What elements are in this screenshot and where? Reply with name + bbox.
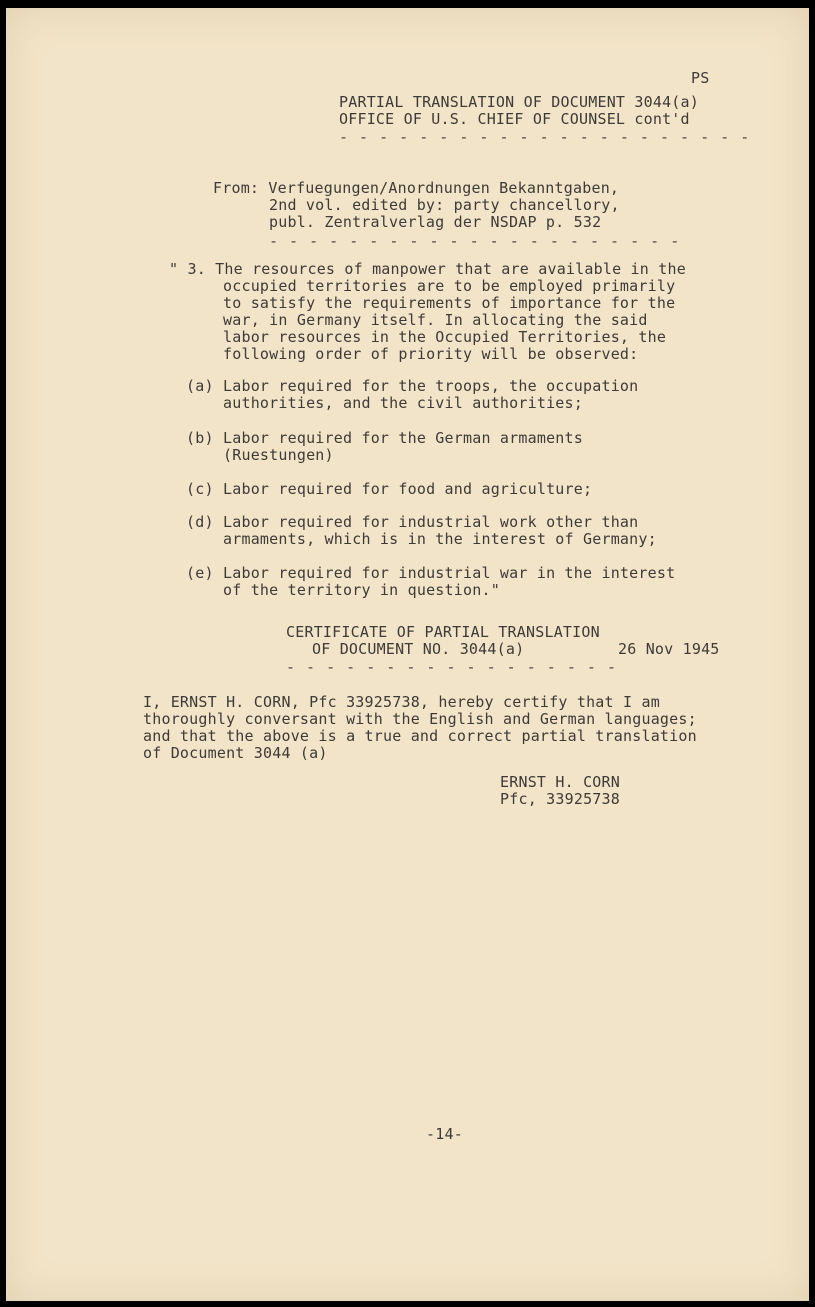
paragraph-line: occupied territories are to be employed primarily: [223, 277, 676, 295]
paragraph-line: following order of priority will be observed:: [223, 345, 639, 363]
certificate-text-line: I, ERNST H. CORN, Pfc 33925738, hereby certify that I am: [143, 693, 660, 711]
paragraph-line: labor resources in the Occupied Territories, the: [223, 328, 667, 346]
item-text: Labor required for the troops, the occupation: [223, 377, 639, 395]
item-label: (e): [186, 564, 214, 582]
header-rule: - - - - - - - - - - - - - - - - - - - - -: [339, 128, 751, 146]
item-text: Labor required for industrial war in the interest: [223, 564, 676, 582]
item-label: (b): [186, 429, 214, 447]
item-text: armaments, which is in the interest of Germany;: [223, 530, 657, 548]
source-rule: - - - - - - - - - - - - - - - - - - - - -: [269, 232, 681, 250]
item-label: (c): [186, 480, 214, 498]
paragraph-line: to satisfy the requirements of importance for the: [223, 294, 676, 312]
signature-rank: Pfc, 33925738: [500, 790, 620, 808]
item-text: (Ruestungen): [223, 446, 334, 464]
item-text: of the territory in question.": [223, 581, 500, 599]
header-title-line2: OFFICE OF U.S. CHIEF OF COUNSEL cont'd: [339, 110, 690, 128]
source-line2: 2nd vol. edited by: party chancellory,: [269, 196, 620, 214]
certificate-title-line2: OF DOCUMENT NO. 3044(a): [312, 640, 525, 658]
certificate-text-line: of Document 3044 (a): [143, 744, 328, 762]
header-title-line1: PARTIAL TRANSLATION OF DOCUMENT 3044(a): [339, 93, 699, 111]
certificate-text-line: thoroughly conversant with the English and German languages;: [143, 710, 697, 728]
source-line1: From: Verfuegungen/Anordnungen Bekanntgaben,: [213, 179, 620, 197]
source-line3: publ. Zentralverlag der NSDAP p. 532: [269, 213, 602, 231]
item-label: (a): [186, 377, 214, 395]
item-text: Labor required for industrial work other than: [223, 513, 639, 531]
certificate-title-line1: CERTIFICATE OF PARTIAL TRANSLATION: [286, 623, 600, 641]
certificate-rule: - - - - - - - - - - - - - - - - -: [286, 658, 618, 676]
item-text: Labor required for food and agriculture;: [223, 480, 593, 498]
paragraph-line: war, in Germany itself. In allocating the said: [223, 311, 648, 329]
paragraph-line: " 3. The resources of manpower that are available in the: [169, 260, 686, 278]
item-text: Labor required for the German armaments: [223, 429, 583, 447]
item-text: authorities, and the civil authorities;: [223, 394, 583, 412]
signature-name: ERNST H. CORN: [500, 773, 620, 791]
document-code: PS: [691, 69, 710, 87]
document-page: [6, 8, 809, 1301]
page-number: -14-: [426, 1125, 463, 1143]
item-label: (d): [186, 513, 214, 531]
certificate-text-line: and that the above is a true and correct partial translation: [143, 727, 697, 745]
certificate-date: 26 Nov 1945: [618, 640, 720, 658]
